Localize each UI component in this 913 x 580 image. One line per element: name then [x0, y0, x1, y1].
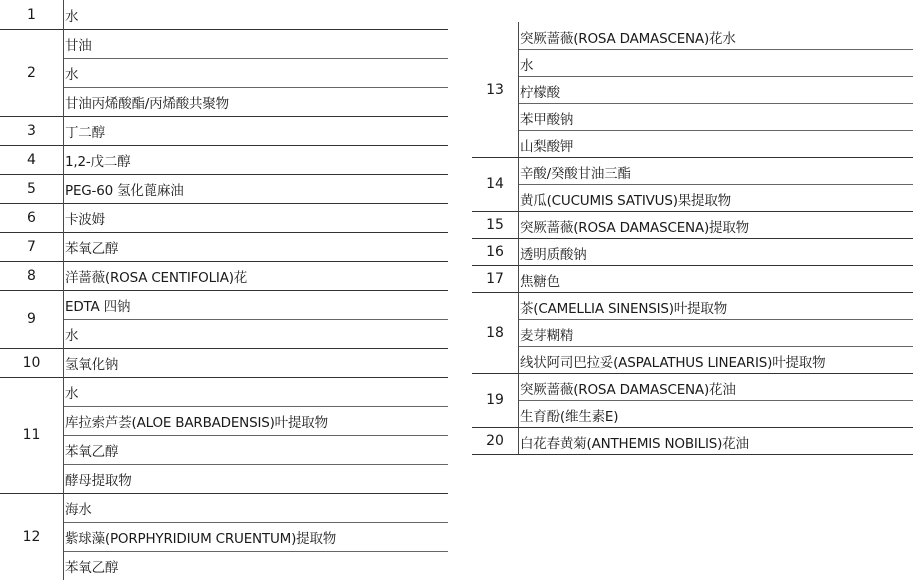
ingredient-name: 海水 — [65, 501, 92, 518]
ingredient-name: 茶(CAMELLIA SINENSIS)叶提取物 — [520, 300, 728, 317]
ingredient-group — [472, 265, 913, 292]
ingredient-group — [0, 29, 448, 116]
ingredient-group — [0, 174, 448, 203]
group-number: 15 — [486, 216, 504, 233]
ingredient-name: 辛酸/癸酸甘油三酯 — [520, 165, 631, 182]
group-number: 1 — [27, 6, 36, 23]
ingredient-group — [0, 290, 448, 348]
ingredient-name: 白花春黄菊(ANTHEMIS NOBILIS)花油 — [520, 435, 749, 452]
ingredient-group — [472, 292, 913, 373]
group-number: 17 — [486, 270, 504, 287]
ingredient-group — [0, 203, 448, 232]
ingredient-name: 焦糖色 — [520, 273, 560, 290]
ingredient-name: 水 — [65, 385, 79, 402]
ingredient-name: 柠檬酸 — [520, 84, 560, 101]
ingredient-group — [472, 427, 913, 454]
ingredient-group — [0, 348, 448, 377]
group-number: 9 — [27, 311, 36, 327]
group-number: 16 — [486, 243, 504, 260]
group-number: 13 — [486, 81, 504, 98]
ingredient-name: 卡波姆 — [65, 211, 105, 228]
group-divider — [472, 454, 913, 455]
ingredient-name: 透明质酸钠 — [520, 246, 587, 263]
ingredient-name: 苯氧乙醇 — [65, 443, 119, 460]
ingredient-name: 水 — [520, 57, 534, 74]
ingredient-name: 库拉索芦荟(ALOE BARBADENSIS)叶提取物 — [65, 414, 328, 431]
ingredient-group — [472, 373, 913, 427]
group-number: 11 — [22, 427, 41, 443]
group-number: 12 — [22, 528, 41, 545]
ingredient-name: 生育酚(维生素E) — [520, 408, 619, 425]
ingredient-name: 苯甲酸钠 — [520, 111, 574, 128]
ingredient-name: 麦芽糊精 — [520, 327, 574, 344]
ingredient-name: 线状阿司巴拉妥(ASPALATHUS LINEARIS)叶提取物 — [520, 354, 826, 371]
ingredient-name: 酵母提取物 — [65, 472, 132, 489]
ingredient-name: 突厥蔷薇(ROSA DAMASCENA)花油 — [520, 381, 736, 398]
ingredient-group — [0, 377, 448, 493]
ingredient-name: 1,2-戊二醇 — [65, 153, 131, 170]
group-number: 3 — [27, 122, 36, 139]
ingredient-name: PEG-60 氢化蓖麻油 — [65, 182, 184, 199]
ingredient-name: 水 — [65, 327, 79, 344]
group-number: 18 — [486, 324, 504, 341]
group-number: 10 — [22, 354, 41, 371]
ingredient-group — [0, 493, 448, 580]
ingredient-group — [472, 211, 913, 238]
ingredient-group — [0, 0, 448, 29]
ingredient-group — [0, 232, 448, 261]
ingredient-group — [0, 261, 448, 290]
ingredient-name: 紫球藻(PORPHYRIDIUM CRUENTUM)提取物 — [65, 530, 337, 547]
ingredient-group — [472, 22, 913, 157]
ingredient-name: 水 — [65, 8, 79, 25]
ingredient-name: 丁二醇 — [65, 124, 105, 141]
ingredient-group — [472, 238, 913, 265]
group-number: 7 — [27, 238, 36, 255]
ingredient-group — [0, 116, 448, 145]
ingredient-name: 甘油丙烯酸酯/丙烯酸共聚物 — [65, 95, 229, 112]
ingredient-group — [0, 145, 448, 174]
ingredient-name: 突厥蔷薇(ROSA DAMASCENA)花水 — [520, 30, 736, 47]
ingredient-name: 洋蔷薇(ROSA CENTIFOLIA)花 — [65, 269, 248, 286]
ingredient-name: 苯氧乙醇 — [65, 240, 119, 257]
ingredient-name: 甘油 — [65, 37, 92, 54]
ingredient-name: 苯氧乙醇 — [65, 559, 119, 576]
group-number: 20 — [486, 432, 504, 449]
ingredient-group — [472, 157, 913, 211]
group-number: 8 — [27, 267, 36, 284]
group-number: 5 — [27, 180, 36, 197]
ingredient-name: EDTA 四钠 — [65, 298, 131, 315]
ingredient-name: 黄瓜(CUCUMIS SATIVUS)果提取物 — [520, 192, 731, 209]
ingredient-name: 山梨酸钾 — [520, 138, 574, 155]
group-number: 4 — [27, 151, 36, 168]
ingredient-name: 突厥蔷薇(ROSA DAMASCENA)提取物 — [520, 219, 749, 236]
group-number: 14 — [486, 176, 504, 192]
ingredient-name: 水 — [65, 66, 79, 83]
group-number: 2 — [27, 64, 36, 81]
ingredient-name: 氢氧化钠 — [65, 356, 119, 373]
group-number: 6 — [27, 209, 36, 226]
group-number: 19 — [486, 392, 504, 408]
